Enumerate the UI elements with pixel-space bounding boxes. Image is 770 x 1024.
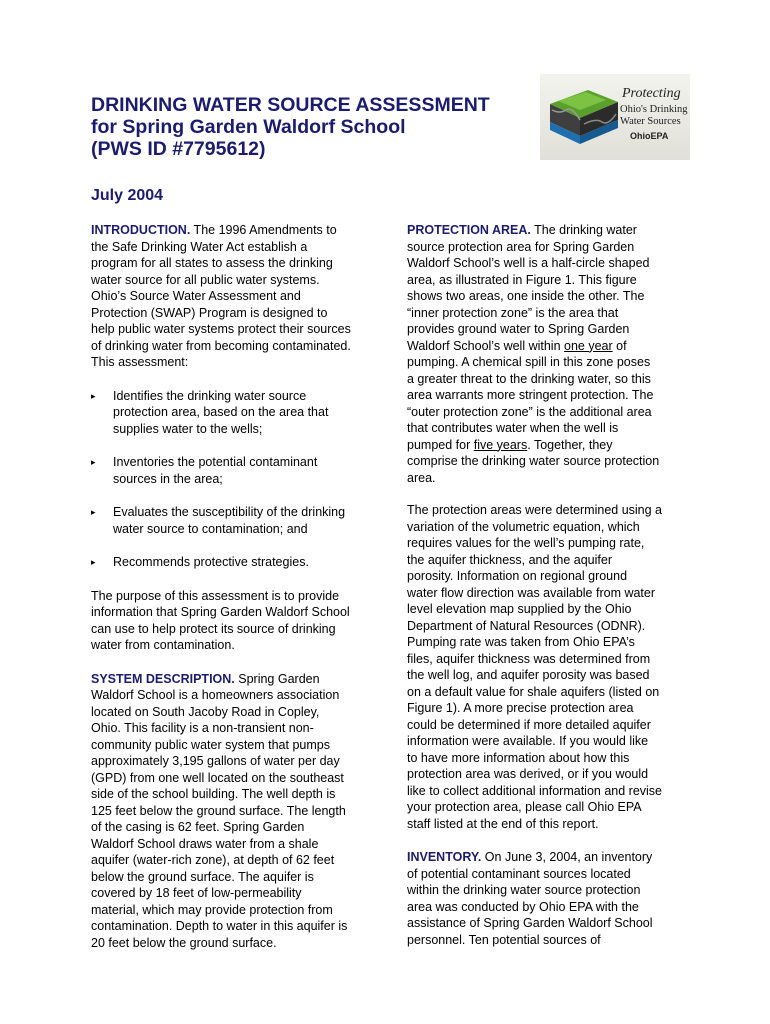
protection-line: a greater threat to the drinking water, so this	[407, 371, 651, 386]
title-line-3: (PWS ID #7795612)	[91, 138, 266, 160]
protection-line: shows two areas, one inside the other. The	[407, 289, 645, 303]
bullet-arrow-icon: ▸	[91, 507, 96, 517]
method-line: to have more information about how this	[407, 750, 630, 765]
five-years-emphasis: five years	[473, 437, 528, 452]
inventory-line: of potential contaminant sources located	[407, 866, 631, 881]
method-line: variation of the volumetric equation, which	[407, 519, 640, 534]
purpose-line: information that Spring Garden Waldorf School	[91, 605, 350, 619]
bullet-arrow-icon: ▸	[91, 557, 96, 567]
method-line: the well log, and aquifer porosity was based	[407, 668, 650, 682]
protection-line: “outer protection zone” is the additional area	[407, 404, 652, 419]
method-line: could be determined if more detailed aquifer	[407, 717, 651, 732]
method-line: water flow direction was available from water	[407, 585, 656, 600]
method-line: your protection area, please call Ohio EPA	[407, 800, 642, 814]
intro-heading: INTRODUCTION.	[91, 223, 191, 237]
method-line: requires values for the well’s pumping rate,	[407, 536, 645, 550]
one-year-emphasis: one year	[564, 338, 613, 353]
protection-heading: PROTECTION AREA.	[407, 223, 531, 237]
method-line: Pumping rate was taken from Ohio EPA’s	[407, 635, 635, 649]
method-line: The protection areas were determined using a	[407, 503, 663, 517]
purpose-line: can use to help protect its source of drinking	[91, 621, 336, 636]
system-line: (GPD) from one well located on the southeast	[91, 770, 344, 785]
system-line: below the ground surface. The aquifer is	[91, 869, 314, 884]
title-line-1: DRINKING WATER SOURCE ASSESSMENT	[91, 94, 490, 116]
system-line: material, which may provide protection from	[91, 902, 333, 917]
protection-line: source protection area for Spring Garden	[407, 239, 635, 254]
method-line: level elevation map supplied by the Ohio	[407, 602, 632, 616]
system-line: approximately 3,195 gallons of water per day	[91, 754, 340, 768]
method-line: Figure 1). A more precise protection area	[407, 701, 634, 715]
system-line: side of the school building. The well depth is	[91, 787, 336, 801]
logo-line-3: Water Sources	[620, 116, 681, 127]
protection-line: Waldorf School’s well within one year of	[407, 338, 627, 353]
inventory-line: personnel. Ten potential sources of	[407, 932, 601, 947]
system-line: Waldorf School is a homeowners association	[91, 688, 340, 702]
protection-line: pumped for five years. Together, they	[407, 437, 613, 452]
method-line: like to collect additional information and revise	[407, 783, 662, 798]
right-column	[407, 222, 699, 948]
inventory-line: assistance of Spring Garden Waldorf School	[407, 916, 653, 930]
bullet-arrow-icon: ▸	[91, 390, 96, 401]
system-line: 125 feet below the ground surface. The length	[91, 803, 346, 818]
inventory-line: INVENTORY. On June 3, 2004, an inventory	[407, 850, 653, 864]
inventory-heading: INVENTORY.	[407, 850, 482, 864]
system-line: Waldorf School draws water from a shale	[91, 836, 319, 851]
method-line: on a default value for shale aquifers (listed on	[407, 684, 660, 699]
protection-line: comprise the drinking water source protection	[407, 454, 660, 468]
protection-line: Waldorf School’s well is a half-circle shaped	[407, 256, 650, 270]
protection-line: area, as illustrated in Figure 1. This figure	[407, 272, 637, 287]
protection-line: “inner protection zone” is the area that	[407, 305, 619, 320]
purpose-line: The purpose of this assessment is to provide	[91, 588, 340, 603]
intro-line: of drinking water from becoming contaminated.	[91, 338, 351, 353]
bullet-item: ▸ Inventories the potential contaminant sources in the area;	[91, 455, 318, 486]
system-line: located on South Jacoby Road in Copley,	[91, 704, 320, 719]
purpose-line: water from contamination.	[91, 638, 235, 652]
system-line: SYSTEM DESCRIPTION. Spring Garden	[91, 671, 320, 686]
protection-line: area warrants more stringent protection. The	[407, 388, 654, 402]
inventory-line: within the drinking water source protection	[407, 883, 641, 897]
bullet-item: ▸ Identifies the drinking water source protection area, based on the area that supplies water to the wells;	[91, 388, 329, 436]
left-column	[91, 222, 385, 951]
logo-agency: OhioEPA	[630, 131, 669, 141]
system-line: contamination. Depth to water in this aquifer is	[91, 919, 348, 933]
inventory-line: area was conducted by Ohio EPA with the	[407, 899, 639, 914]
method-line: information were available. If you would like	[407, 734, 649, 748]
system-line: of the casing is 62 feet. Spring Garden	[91, 820, 305, 834]
method-line: protection area was derived, or if you would	[407, 767, 649, 781]
protection-line: pumping. A chemical spill in this zone poses	[407, 355, 651, 369]
method-line: the aquifer thickness, and the aquifer	[407, 552, 612, 567]
title-line-2: for Spring Garden Waldorf School	[91, 116, 406, 138]
intro-line: program for all states to assess the drinking	[91, 256, 333, 270]
system-line: covered by 18 feet of low-permeability	[91, 886, 302, 900]
bullet-item: ▸ Evaluates the susceptibility of the drinking water source to contamination; and	[91, 505, 346, 536]
intro-line: water source for all public water systems.	[91, 272, 320, 287]
intro-line: help public water systems protect their sources	[91, 322, 351, 336]
bullet-arrow-icon: ▸	[91, 457, 96, 467]
protection-line: that contributes water when the well is	[407, 421, 619, 435]
method-line: Department of Natural Resources (ODNR).	[407, 618, 646, 633]
system-line: Ohio. This facility is a non-transient non-	[91, 721, 314, 735]
document-date: July 2004	[91, 187, 164, 204]
intro-line: This assessment:	[91, 355, 189, 369]
method-line: files, aquifer thickness was determined from	[407, 651, 651, 666]
protection-line: PROTECTION AREA. The drinking water	[407, 223, 637, 237]
method-line: staff listed at the end of this report.	[407, 816, 599, 831]
system-heading: SYSTEM DESCRIPTION.	[91, 671, 235, 686]
intro-line: Ohio’s Source Water Assessment and	[91, 289, 301, 303]
logo-line-2: Ohio's Drinking	[620, 104, 688, 115]
logo-line-1: Protecting	[622, 86, 681, 101]
intro-line: the Safe Drinking Water Act establish a	[91, 239, 308, 254]
protection-line: area.	[407, 470, 436, 485]
system-line: aquifer (water-rich zone), at depth of 62 feet	[91, 853, 335, 867]
intro-line: INTRODUCTION. The 1996 Amendments to	[91, 223, 337, 237]
ohio-epa-logo	[540, 74, 690, 160]
document-title	[91, 94, 531, 160]
system-line: 20 feet below the ground surface.	[91, 935, 277, 950]
bullet-item: ▸ Recommends protective strategies.	[91, 555, 309, 569]
method-line: porosity. Information on regional ground	[407, 569, 628, 583]
intro-line: Protection (SWAP) Program is designed to	[91, 305, 328, 320]
system-line: community public water system that pumps	[91, 737, 330, 752]
protection-line: provides ground water to Spring Garden	[407, 322, 630, 336]
